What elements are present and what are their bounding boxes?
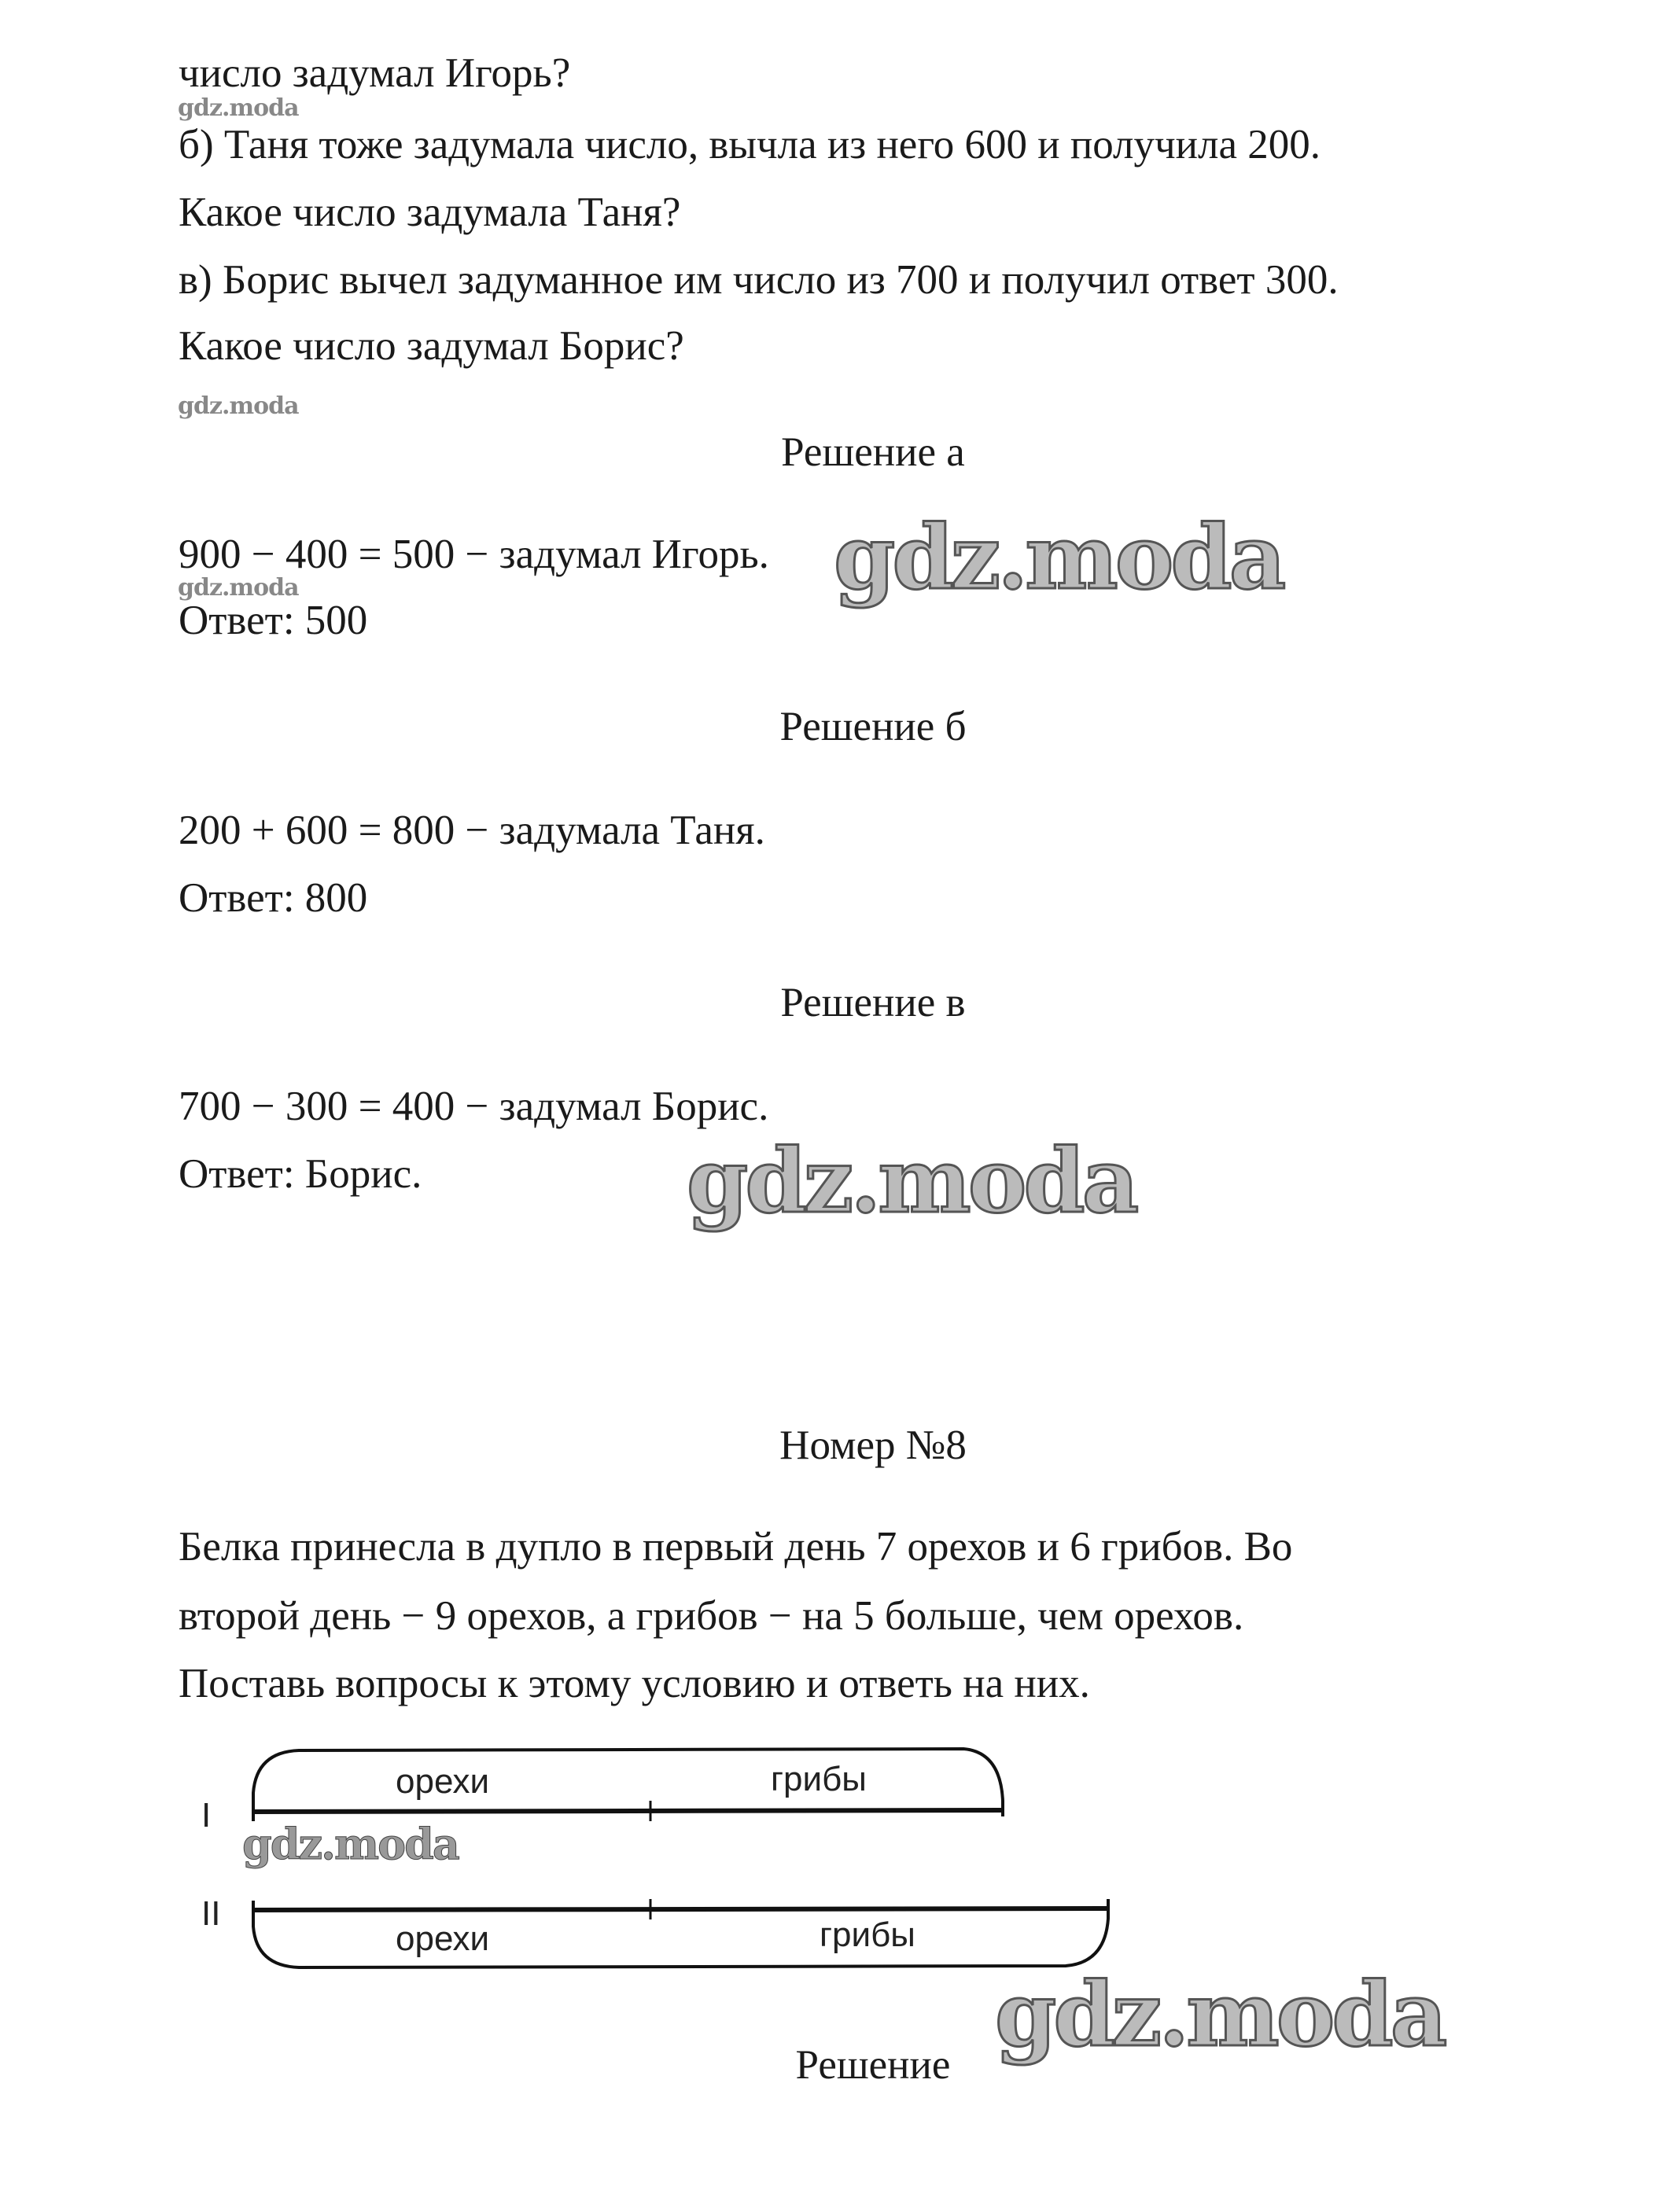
solution-expression: 200 + 600 = 800 − задумала Таня. (179, 808, 765, 853)
problem-text-line: в) Борис вычел задуманное им число из 700 и получил ответ 300. (179, 257, 1339, 303)
problem-text-line: число задумал Игорь? (179, 50, 571, 96)
solution-answer: Ответ: Борис. (179, 1151, 422, 1197)
problem-text-line: второй день − 9 орехов, а грибов − на 5 больше, чем орехов. (179, 1593, 1244, 1639)
day2-mushrooms-label: грибы (820, 1916, 915, 1954)
day1-nuts-label: орехи (396, 1762, 490, 1801)
problem-title: Номер №8 (779, 1423, 967, 1468)
day1-mushrooms-label: грибы (771, 1760, 867, 1798)
watermark: gdz.moda (178, 392, 299, 420)
problem-text-line: Поставь вопросы к этому условию и ответь на них. (179, 1661, 1090, 1706)
watermark: gdz.moda (242, 1819, 459, 1869)
solution-answer: Ответ: 500 (179, 598, 368, 643)
watermark: gdz.moda (995, 1964, 1445, 2067)
day2-nuts-label: орехи (396, 1919, 490, 1958)
day2-label: II (201, 1894, 221, 1933)
solution-heading: Решение а (781, 429, 965, 475)
solution-heading: Решение б (779, 704, 967, 749)
solution-expression: 700 − 300 = 400 − задумал Борис. (179, 1084, 769, 1129)
watermark: gdz.moda (687, 1130, 1136, 1233)
day2-segment (253, 1908, 1108, 1910)
watermark: gdz.moda (178, 94, 299, 122)
watermark: gdz.moda (178, 574, 299, 602)
solution-heading: Решение в (780, 980, 966, 1025)
problem-text-line: б) Таня тоже задумала число, вычла из него 600 и получила 200. (179, 122, 1321, 167)
problem-text-line: Белка принесла в дупло в первый день 7 орехов и 6 грибов. Во (179, 1524, 1293, 1570)
solution-answer: Ответ: 800 (179, 875, 368, 921)
watermark: gdz.moda (834, 506, 1284, 609)
day1-segment (253, 1810, 1003, 1812)
problem-text-line: Какое число задумала Таня? (179, 190, 681, 235)
solution-expression: 900 − 400 = 500 − задумал Игорь. (179, 532, 769, 577)
problem-text-line: Какое число задумал Борис? (179, 323, 684, 369)
day1-label: I (201, 1796, 212, 1835)
solution-heading: Решение (795, 2042, 951, 2088)
